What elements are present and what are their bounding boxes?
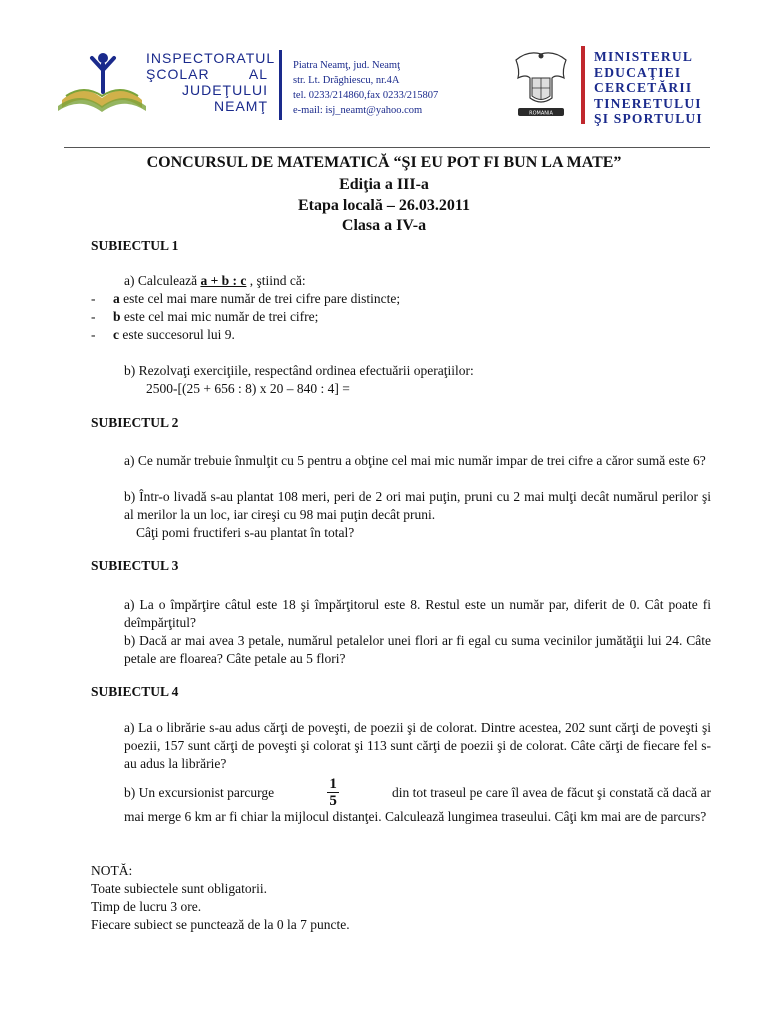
subject1-a-intro: a) Calculează: [124, 273, 201, 288]
subject3-a: a) La o împărţire câtul este 18 şi împărţitorul este 8. Restul este un număr par, diferit de 0. Cât poate fi deîmpărţitul?: [124, 597, 711, 630]
subject1-a: [124, 272, 306, 290]
fraction-one-fifth: [327, 776, 339, 809]
list-item: - a este cel mai mare număr de trei cifre pare distincte;: [91, 291, 401, 306]
note-line: Timp de lucru 3 ore.: [91, 899, 202, 914]
list-item: - b este cel mai mic număr de trei cifre;: [91, 309, 319, 324]
subject4-b-continued: mai merge 6 km ar fi chiar la mijlocul distanţei. Calculează lungimea traseului. Câţi km mai are de parcurs?: [124, 809, 707, 824]
ministry-line1: MINISTERUL: [594, 49, 694, 64]
note-line: Fiecare subiect se punctează de la 0 la 7 puncte.: [91, 917, 350, 932]
isj-logo: [56, 48, 148, 118]
ministry-line4: TINERETULUI: [594, 95, 702, 111]
note-line: Toate subiectele sunt obligatorii.: [91, 881, 268, 896]
subject1-heading: SUBIECTUL 1: [91, 238, 179, 253]
contact-address: Piatra Neamţ, jud. Neamţ: [293, 60, 401, 71]
subject1-b-expression: 2500-[(25 + 656 : 8) x 20 – 840 : 4] =: [146, 381, 350, 396]
fraction-denominator: 5: [329, 793, 337, 809]
contact-block: [293, 58, 438, 118]
subject1-a-tail: , ştiind că:: [249, 273, 306, 288]
note-title: NOTĂ:: [91, 863, 133, 878]
edition: Ediţia a III-a: [339, 176, 429, 193]
subject4-b-intro: b) Un excursionist parcurge: [124, 784, 275, 800]
subject4-a: a) La o librărie s-au adus cărţi de poveşti, de poezii şi de colorat. Dintre acestea, 202 sunt cărţi de poveşti şi poezii, 157 sunt cărţi de poveşti şi colorat şi 113 sunt cărţi de poezii şi de colorat. Câte cărţi de fiecare fel s-au adus la librărie?: [124, 720, 711, 771]
subject4-b-tail: din tot traseul pe care îl avea de făcut şi constată că dacă ar: [392, 784, 711, 800]
isj-name-line1: INSPECTORATUL: [146, 50, 276, 66]
fraction-numerator: 1: [329, 776, 337, 792]
ministry-name: [594, 49, 703, 127]
subject3-b: b) Dacă ar mai avea 3 petale, numărul petalelor unei flori ar fi egal cu suma vecinilor jumătăţii lui 24. Câte petale are floarea? Câte petale au 5 flori?: [124, 633, 711, 666]
contact-email: e-mail: isj_neamt@yahoo.com: [293, 105, 423, 116]
list-item: - c este succesorul lui 9.: [91, 327, 235, 342]
ministry-line2: EDUCAŢIEI: [594, 64, 682, 80]
subject2-b-question: Câţi pomi fructiferi s-au plantat în total?: [136, 525, 355, 540]
subject1-a-expression: a + b : c: [200, 273, 247, 288]
ministry-line3: CERCETĂRII: [594, 80, 693, 95]
subject3-heading: SUBIECTUL 3: [91, 558, 179, 573]
crest-label: ROMANIA: [529, 110, 553, 117]
grade: Clasa a IV-a: [341, 217, 427, 234]
subject4-heading: SUBIECTUL 4: [91, 684, 179, 699]
subject4-b: [124, 776, 711, 809]
subject1-b: b) Rezolvaţi exerciţiile, respectând ordinea efectuării operaţiilor:: [124, 363, 474, 378]
contest-title: CONCURSUL DE MATEMATICĂ “ŞI EU POT FI BUN LA MATE”: [146, 154, 622, 171]
note-block: [91, 862, 350, 934]
isj-name-line2: ŞCOLAR AL: [146, 66, 268, 82]
header-divider-red: [581, 46, 585, 124]
subject1-list: [91, 290, 400, 344]
isj-name-line3: JUDEŢULUI: [181, 82, 268, 98]
header-divider-blue: [279, 50, 282, 120]
subject2-heading: SUBIECTUL 2: [91, 415, 179, 430]
stage-date: Etapa locală – 26.03.2011: [297, 197, 470, 214]
subject2-b: b) Într-o livadă s-au plantat 108 meri, peri de 2 ori mai puţin, pruni cu 2 mai mulţi decât numărul perilor şi al merilor la un loc, iar cireşi cu 98 mai puţin decât pruni.: [124, 489, 711, 522]
ministry-line5: ŞI SPORTULUI: [594, 111, 703, 126]
contact-phone: tel. 0233/214860,fax 0233/215807: [293, 90, 439, 101]
isj-name-line4: NEAMŢ: [214, 98, 268, 114]
header-rule: [64, 147, 710, 148]
contact-street: str. Lt. Drăghiescu, nr.4A: [293, 75, 400, 86]
romania-coat-of-arms-icon: [510, 48, 572, 122]
isj-name: [146, 50, 276, 114]
subject2-a: a) Ce număr trebuie înmulţit cu 5 pentru a obţine cel mai mic număr impar de trei cifre a căror sumă este 6?: [124, 453, 706, 468]
